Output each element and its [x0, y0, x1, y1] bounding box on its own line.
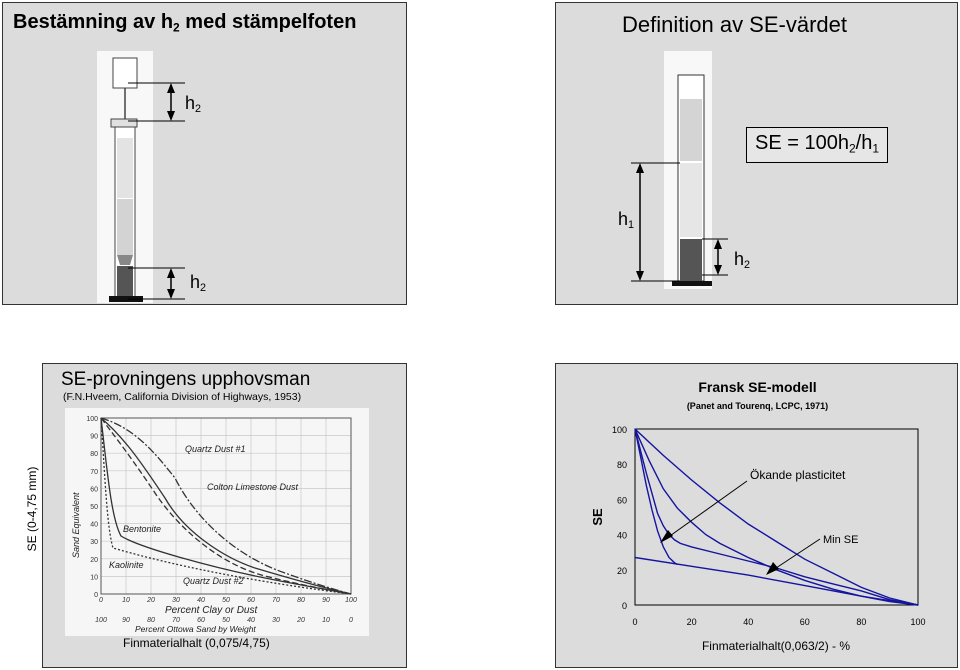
scan-x-tick-2: 0	[349, 617, 353, 624]
panel-subtitle: (F.N.Hveem, California Division of Highways, 1953)	[63, 391, 302, 403]
scan-x-tick-2: 50	[222, 617, 230, 624]
scan-y-tick: 100	[86, 416, 98, 423]
series-line-3	[635, 429, 918, 605]
scan-x-tick-2: 100	[95, 617, 107, 624]
x-tick-label: 40	[743, 617, 754, 627]
scan-x-tick: 20	[147, 597, 155, 604]
annotation-increasing-plasticity: Ökande plasticitet	[750, 468, 846, 482]
scan-y-tick: 50	[90, 504, 98, 511]
annotation-min-se: Min SE	[823, 534, 859, 546]
scan-x-tick: 60	[247, 597, 255, 604]
scan-x-tick: 30	[172, 597, 180, 604]
scan-x-tick-2: 10	[322, 617, 330, 624]
scan-x-tick: 40	[197, 597, 205, 604]
stamp-cylinder-illustration	[3, 3, 408, 306]
scan-y-tick: 60	[90, 486, 98, 494]
scan-y-tick: 40	[90, 521, 98, 529]
scan-x-tick-2: 70	[172, 617, 180, 624]
curve-label-kaolinite: Kaolinite	[109, 560, 144, 570]
x-tick-label: 20	[686, 617, 697, 627]
series-line-2	[635, 429, 918, 605]
y-tick-label: 60	[616, 495, 627, 506]
y-tick-label: 0	[621, 601, 627, 611]
scan-x-tick: 80	[297, 597, 305, 604]
curve-label-bentonite: Bentonite	[123, 524, 162, 534]
chart-title: Fransk SE-modell	[698, 379, 817, 395]
x-axis-label: Finmaterialhalt(0,063/2) - %	[701, 639, 851, 653]
scan-y-tick: 70	[90, 468, 98, 476]
x-tick-label: 80	[856, 617, 867, 627]
scan-x-tick: 0	[99, 597, 103, 604]
se-cylinder-illustration	[556, 3, 959, 306]
chart-subtitle: (Panet and Tourenq, LCPC, 1971)	[686, 401, 829, 411]
scan-y-tick: 30	[90, 539, 98, 547]
scan-x-tick-2: 80	[147, 617, 155, 624]
panel-se-origin	[42, 363, 407, 668]
x-axis-label: Finmaterialhalt (0,075/4,75)	[123, 636, 270, 650]
se-formula: SE = $100h_2/h_1$	[746, 127, 888, 163]
panel-se-definition	[555, 2, 958, 305]
scan-x-tick: 10	[122, 597, 130, 604]
scan-x-label-1: Percent Clay or Dust	[165, 605, 258, 616]
scan-x-tick: 100	[345, 597, 357, 604]
y-tick-label: 40	[616, 530, 627, 541]
scan-x-tick-2: 40	[247, 617, 255, 624]
scan-x-tick-2: 90	[122, 617, 130, 624]
panel-stamp-method	[2, 2, 407, 305]
scan-y-tick: 80	[90, 451, 98, 459]
y-tick-label: 80	[616, 460, 627, 471]
panel-title: Definition av SE-värdet	[622, 12, 847, 37]
scan-y-tick: 0	[94, 592, 98, 599]
scan-x-tick: 50	[222, 597, 230, 604]
scan-y-tick: 90	[90, 433, 98, 441]
scan-x-tick-2: 20	[297, 617, 305, 624]
panel-title: Bestämning av $h_2$ med stämpelfoten	[13, 11, 357, 35]
scan-x-label-2: Percent Ottowa Sand by Weight	[135, 624, 256, 634]
x-tick-label: 0	[632, 617, 638, 627]
se-model-chart	[555, 363, 958, 668]
y-axis-label: SE	[590, 508, 605, 526]
plot-area-frame	[635, 429, 918, 605]
curve-label-quartz-dust-2: Quartz Dust #2	[183, 576, 244, 586]
y-tick-label: 100	[611, 425, 627, 435]
y-tick-label: 20	[616, 565, 627, 576]
x-tick-label: 100	[910, 617, 926, 627]
annotation-arrow-2-head	[766, 562, 779, 575]
scan-y-axis-label: Sand Equivalent	[71, 492, 81, 558]
curve-label-colton: Colton Limestone Dust	[207, 482, 299, 492]
panel-title: SE-provningens upphovsman	[61, 369, 311, 390]
y-axis-label: SE (0-4,75 mm)	[25, 466, 39, 552]
h1-label: $h_1$	[618, 209, 635, 232]
series-line-5	[635, 558, 918, 606]
h2-top-label: $h_2$	[185, 93, 202, 116]
scan-x-tick: 70	[272, 597, 280, 604]
h2-bottom-label: $h_2$	[190, 272, 207, 295]
scan-y-tick: 20	[90, 556, 98, 564]
scan-x-tick-2: 60	[197, 617, 205, 624]
curve-label-quartz-dust-1: Quartz Dust #1	[185, 444, 246, 454]
series-line-1	[635, 429, 918, 605]
scanned-chart-svg	[65, 408, 369, 636]
scan-y-tick: 10	[90, 574, 98, 582]
scan-x-tick: 90	[322, 597, 330, 604]
h2-label: $h_2$	[734, 249, 751, 272]
x-tick-label: 60	[799, 617, 810, 627]
scanned-chart	[65, 408, 369, 636]
scan-x-tick-2: 30	[272, 617, 280, 624]
